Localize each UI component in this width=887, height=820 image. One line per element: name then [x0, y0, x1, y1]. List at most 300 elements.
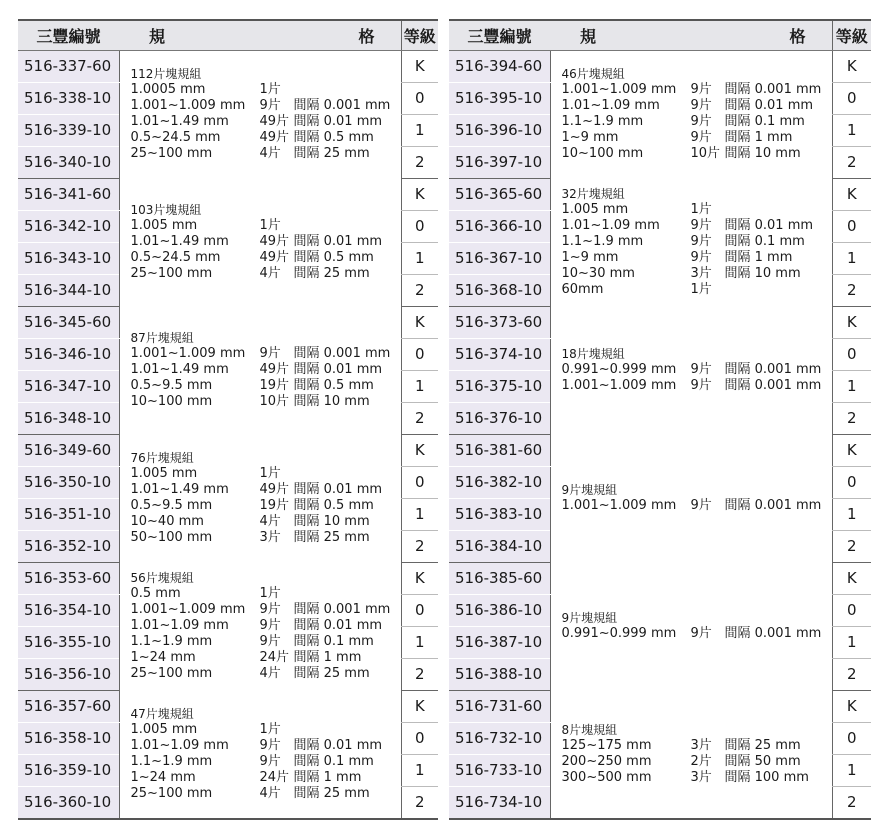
table-row — [449, 306, 871, 338]
product-code: 516-385-60 — [449, 562, 550, 594]
spec-cell — [550, 562, 832, 690]
set-title: 46片塊規組 — [561, 67, 625, 82]
grade: 1 — [401, 498, 438, 530]
header-spec — [550, 20, 832, 50]
size-range: 1.01~1.49 mm — [130, 482, 229, 497]
piece-count: 9片 — [690, 130, 712, 146]
product-code: 516-343-10 — [18, 242, 119, 274]
product-code: 516-365-60 — [449, 178, 550, 210]
grade: 2 — [401, 274, 438, 306]
grade: K — [832, 178, 871, 210]
spec-cell — [119, 434, 401, 562]
size-range: 1.001~1.009 mm — [561, 82, 677, 98]
set-title: 112片塊規組 — [130, 67, 202, 82]
piece-count: 3片 — [690, 737, 712, 753]
piece-count: 1片 — [259, 721, 281, 737]
spec-line — [131, 530, 401, 546]
product-code: 516-387-10 — [449, 626, 550, 658]
size-range: 1.001~1.009 mm — [130, 346, 246, 361]
interval: 間隔 0.001 mm — [293, 346, 391, 361]
product-code: 516-367-10 — [449, 242, 550, 274]
grade: 0 — [401, 722, 438, 754]
spec-line — [131, 754, 401, 770]
size-range: 1~9 mm — [561, 130, 619, 146]
interval: 間隔 0.5 mm — [293, 378, 374, 393]
grade: 1 — [832, 370, 871, 402]
product-code: 516-734-10 — [449, 786, 550, 819]
piece-count: 10片 — [259, 394, 290, 409]
spec-line — [131, 218, 401, 234]
piece-count: 3片 — [690, 266, 712, 281]
product-code: 516-341-60 — [18, 178, 119, 210]
grade: 1 — [832, 626, 871, 658]
spec-cell — [119, 562, 401, 690]
size-range: 1.005 mm — [561, 202, 629, 217]
piece-count: 4片 — [259, 666, 281, 681]
spec-line — [562, 234, 832, 250]
spec-cell — [119, 178, 401, 306]
size-range: 50~100 mm — [130, 530, 213, 545]
grade: K — [832, 562, 871, 594]
grade: 0 — [832, 82, 871, 114]
piece-count: 9片 — [259, 634, 281, 649]
grade: K — [401, 178, 438, 210]
product-code: 516-356-10 — [18, 658, 119, 690]
size-range: 1.01~1.49 mm — [130, 362, 229, 377]
spec-line — [562, 498, 832, 514]
size-range: 1.01~1.49 mm — [130, 114, 229, 130]
grade: 2 — [832, 530, 871, 562]
interval: 間隔 0.5 mm — [293, 250, 374, 265]
interval: 間隔 25 mm — [293, 530, 370, 545]
spec-line — [562, 738, 832, 754]
product-code: 516-732-10 — [449, 722, 550, 754]
interval: 間隔 25 mm — [293, 146, 370, 162]
header-spec-left: 規 — [149, 26, 166, 46]
grade: 0 — [401, 82, 438, 114]
spec-line — [562, 130, 832, 146]
spec-line — [562, 282, 832, 298]
size-range: 1.005 mm — [130, 721, 198, 737]
interval: 間隔 0.001 mm — [724, 626, 822, 641]
product-code: 516-384-10 — [449, 530, 550, 562]
interval: 間隔 0.01 mm — [293, 618, 383, 633]
size-range: 1.01~1.09 mm — [561, 98, 660, 114]
product-code: 516-358-10 — [18, 722, 119, 754]
spec-cell — [550, 50, 832, 178]
product-code: 516-357-60 — [18, 690, 119, 722]
interval: 間隔 10 mm — [293, 514, 370, 529]
table-header — [449, 20, 871, 50]
piece-count: 10片 — [690, 146, 721, 162]
grade: 0 — [832, 210, 871, 242]
spec-line — [131, 346, 401, 362]
interval: 間隔 0.01 mm — [293, 362, 383, 377]
interval: 間隔 1 mm — [724, 250, 793, 265]
interval: 間隔 0.01 mm — [293, 234, 383, 249]
grade: 2 — [401, 658, 438, 690]
product-code: 516-396-10 — [449, 114, 550, 146]
header-grade: 等級 — [832, 20, 871, 50]
table-row — [18, 50, 438, 82]
grade: 0 — [401, 594, 438, 626]
product-code: 516-350-10 — [18, 466, 119, 498]
piece-count: 49片 — [259, 482, 290, 497]
piece-count: 1片 — [690, 202, 712, 217]
size-range: 200~250 mm — [561, 753, 652, 769]
table-row — [18, 306, 438, 338]
spec-cell — [119, 690, 401, 819]
spec-line — [562, 146, 832, 162]
interval: 間隔 0.01 mm — [293, 114, 383, 130]
spec-line — [131, 130, 401, 146]
grade: 2 — [832, 274, 871, 306]
size-range: 25~100 mm — [130, 785, 213, 801]
grade: 2 — [401, 786, 438, 819]
piece-count: 9片 — [690, 114, 712, 130]
interval: 間隔 25 mm — [293, 266, 370, 281]
size-range: 1.01~1.09 mm — [130, 737, 229, 753]
piece-count: 4片 — [259, 266, 281, 281]
gauge-block-table-right — [449, 19, 871, 820]
grade: 2 — [832, 146, 871, 178]
interval: 間隔 50 mm — [724, 753, 801, 769]
product-code: 516-359-10 — [18, 754, 119, 786]
grade: K — [401, 434, 438, 466]
interval: 間隔 0.001 mm — [724, 378, 822, 393]
table-row — [449, 562, 871, 594]
size-range: 300~500 mm — [561, 769, 652, 785]
spec-line — [131, 666, 401, 682]
set-title: 47片塊規組 — [130, 706, 194, 721]
table-row — [449, 50, 871, 82]
piece-count: 4片 — [259, 146, 281, 162]
table-header — [18, 20, 438, 50]
piece-count: 9片 — [259, 737, 281, 753]
spec-cell — [550, 434, 832, 562]
size-range: 0.5~9.5 mm — [130, 498, 213, 513]
interval: 間隔 25 mm — [293, 666, 370, 681]
grade: K — [832, 306, 871, 338]
spec-line — [562, 770, 832, 786]
size-range: 1~24 mm — [130, 769, 196, 785]
product-code: 516-731-60 — [449, 690, 550, 722]
product-code: 516-374-10 — [449, 338, 550, 370]
spec-line — [562, 362, 832, 378]
product-code: 516-342-10 — [18, 210, 119, 242]
interval: 間隔 0.01 mm — [293, 482, 383, 497]
piece-count: 49片 — [259, 234, 290, 249]
grade: K — [401, 562, 438, 594]
set-title: 18片塊規組 — [561, 347, 625, 361]
grade: K — [832, 690, 871, 722]
product-code: 516-347-10 — [18, 370, 119, 402]
spec-line — [562, 114, 832, 130]
size-range: 10~40 mm — [130, 514, 204, 529]
size-range: 10~30 mm — [561, 266, 635, 281]
interval: 間隔 1 mm — [724, 130, 793, 146]
grade: 2 — [401, 530, 438, 562]
grade: 1 — [401, 114, 438, 146]
spec-line — [562, 266, 832, 282]
product-code: 516-395-10 — [449, 82, 550, 114]
grade: 2 — [401, 146, 438, 178]
grade: 1 — [832, 114, 871, 146]
piece-count: 9片 — [690, 498, 712, 513]
piece-count: 19片 — [259, 378, 290, 393]
header-grade: 等級 — [401, 20, 438, 50]
piece-count: 9片 — [259, 618, 281, 633]
table-row — [449, 434, 871, 466]
spec-cell — [119, 50, 401, 178]
product-code: 516-388-10 — [449, 658, 550, 690]
set-title: 9片塊規組 — [561, 611, 618, 625]
size-range: 0.5 mm — [130, 586, 181, 601]
product-code: 516-337-60 — [18, 50, 119, 82]
size-range: 1.1~1.9 mm — [561, 234, 644, 249]
spec-line — [131, 378, 401, 394]
spec-line — [562, 378, 832, 394]
size-range: 1.001~1.009 mm — [561, 498, 677, 513]
interval: 間隔 0.001 mm — [293, 98, 391, 114]
grade: 1 — [832, 242, 871, 274]
grade: 1 — [401, 626, 438, 658]
piece-count: 9片 — [259, 753, 281, 769]
header-spec-left: 規 — [580, 26, 597, 46]
piece-count: 49片 — [259, 114, 290, 130]
spec-line — [131, 514, 401, 530]
product-code: 516-352-10 — [18, 530, 119, 562]
piece-count: 9片 — [259, 602, 281, 617]
product-code: 516-351-10 — [18, 498, 119, 530]
spec-line — [131, 266, 401, 282]
size-range: 1~24 mm — [130, 650, 196, 665]
piece-count: 9片 — [690, 82, 712, 98]
grade: 1 — [401, 370, 438, 402]
spec-line — [131, 362, 401, 378]
piece-count: 9片 — [690, 626, 712, 641]
spec-line — [131, 498, 401, 514]
piece-count: 1片 — [259, 82, 281, 98]
spec-line — [131, 786, 401, 802]
size-range: 1.001~1.009 mm — [130, 602, 246, 617]
grade: 0 — [832, 594, 871, 626]
product-code: 516-348-10 — [18, 402, 119, 434]
piece-count: 1片 — [259, 218, 281, 233]
size-range: 1.001~1.009 mm — [130, 98, 246, 114]
piece-count: 9片 — [690, 218, 712, 233]
grade: 1 — [401, 754, 438, 786]
interval: 間隔 0.01 mm — [724, 98, 814, 114]
product-code: 516-366-10 — [449, 210, 550, 242]
piece-count: 9片 — [259, 346, 281, 361]
size-range: 1.01~1.49 mm — [130, 234, 229, 249]
table-row — [18, 562, 438, 594]
spec-line — [131, 650, 401, 666]
interval: 間隔 100 mm — [724, 769, 809, 785]
interval: 間隔 10 mm — [724, 266, 801, 281]
product-code: 516-397-10 — [449, 146, 550, 178]
piece-count: 4片 — [259, 514, 281, 529]
header-spec-right: 格 — [789, 26, 806, 46]
piece-count: 19片 — [259, 498, 290, 513]
interval: 間隔 0.001 mm — [293, 602, 391, 617]
grade: 0 — [832, 338, 871, 370]
size-range: 0.5~24.5 mm — [130, 130, 221, 146]
spec-line — [562, 218, 832, 234]
header-spec-right: 格 — [358, 26, 375, 46]
spec-line — [131, 466, 401, 482]
spec-line — [131, 114, 401, 130]
spec-line — [131, 722, 401, 738]
size-range: 60mm — [561, 282, 604, 297]
interval: 間隔 1 mm — [293, 769, 362, 785]
piece-count: 4片 — [259, 785, 281, 801]
size-range: 1.005 mm — [130, 466, 198, 481]
set-title: 56片塊規組 — [130, 571, 194, 585]
spec-cell — [119, 306, 401, 434]
spec-line — [131, 482, 401, 498]
interval: 間隔 0.5 mm — [293, 498, 374, 513]
spec-line — [131, 738, 401, 754]
spec-line — [131, 234, 401, 250]
size-range: 25~100 mm — [130, 146, 213, 162]
product-code: 516-386-10 — [449, 594, 550, 626]
piece-count: 3片 — [690, 769, 712, 785]
grade: 1 — [401, 242, 438, 274]
product-code: 516-340-10 — [18, 146, 119, 178]
size-range: 1.001~1.009 mm — [561, 378, 677, 393]
interval: 間隔 10 mm — [724, 146, 801, 162]
interval: 間隔 0.1 mm — [293, 753, 374, 769]
piece-count: 1片 — [259, 466, 281, 481]
size-range: 0.991~0.999 mm — [561, 362, 677, 377]
table-row — [449, 178, 871, 210]
piece-count: 49片 — [259, 250, 290, 265]
table-row — [18, 434, 438, 466]
piece-count: 1片 — [690, 282, 712, 297]
spec-line — [131, 98, 401, 114]
size-range: 0.5~9.5 mm — [130, 378, 213, 393]
piece-count: 49片 — [259, 130, 290, 146]
grade: K — [832, 434, 871, 466]
interval: 間隔 0.1 mm — [724, 114, 805, 130]
piece-count: 9片 — [690, 234, 712, 249]
spec-cell — [550, 178, 832, 306]
spec-line — [562, 626, 832, 642]
size-range: 1.1~1.9 mm — [130, 634, 213, 649]
spec-line — [131, 602, 401, 618]
interval: 間隔 25 mm — [293, 785, 370, 801]
gauge-block-table-left — [18, 19, 438, 820]
size-range: 1.1~1.9 mm — [561, 114, 644, 130]
product-code: 516-381-60 — [449, 434, 550, 466]
product-code: 516-733-10 — [449, 754, 550, 786]
size-range: 125~175 mm — [561, 737, 652, 753]
interval: 間隔 0.001 mm — [724, 498, 822, 513]
spec-line — [131, 634, 401, 650]
grade: 0 — [401, 210, 438, 242]
size-range: 10~100 mm — [561, 146, 644, 162]
size-range: 1.01~1.09 mm — [561, 218, 660, 233]
spec-line — [131, 618, 401, 634]
product-code: 516-344-10 — [18, 274, 119, 306]
product-code: 516-368-10 — [449, 274, 550, 306]
table-row — [449, 690, 871, 722]
size-range: 1.01~1.09 mm — [130, 618, 229, 633]
size-range: 25~100 mm — [130, 666, 213, 681]
piece-count: 2片 — [690, 753, 712, 769]
table-row — [18, 178, 438, 210]
product-code: 516-375-10 — [449, 370, 550, 402]
size-range: 10~100 mm — [130, 394, 213, 409]
spec-cell — [550, 306, 832, 434]
header-code: 三豐編號 — [18, 20, 119, 50]
product-code: 516-346-10 — [18, 338, 119, 370]
set-title: 9片塊規組 — [561, 483, 618, 497]
interval: 間隔 0.001 mm — [724, 362, 822, 377]
piece-count: 24片 — [259, 650, 290, 665]
spec-line — [562, 98, 832, 114]
grade: K — [401, 690, 438, 722]
spec-line — [562, 82, 832, 98]
piece-count: 9片 — [690, 362, 712, 377]
product-code: 516-338-10 — [18, 82, 119, 114]
product-code: 516-360-10 — [18, 786, 119, 819]
size-range: 1.005 mm — [130, 218, 198, 233]
product-code: 516-383-10 — [449, 498, 550, 530]
piece-count: 1片 — [259, 586, 281, 601]
grade: 2 — [401, 402, 438, 434]
header-spec — [119, 20, 401, 50]
spec-line — [131, 146, 401, 162]
product-code: 516-354-10 — [18, 594, 119, 626]
spec-line — [131, 394, 401, 410]
grade: 0 — [401, 338, 438, 370]
piece-count: 24片 — [259, 769, 290, 785]
piece-count: 9片 — [259, 98, 281, 114]
spec-line — [131, 250, 401, 266]
size-range: 0.5~24.5 mm — [130, 250, 221, 265]
grade: K — [401, 306, 438, 338]
grade: 2 — [832, 658, 871, 690]
header-code: 三豐編號 — [449, 20, 550, 50]
interval: 間隔 0.1 mm — [293, 634, 374, 649]
interval: 間隔 0.01 mm — [724, 218, 814, 233]
product-code: 516-353-60 — [18, 562, 119, 594]
grade: 2 — [832, 786, 871, 819]
spec-line — [131, 586, 401, 602]
set-title: 8片塊規組 — [561, 722, 618, 737]
interval: 間隔 0.1 mm — [724, 234, 805, 249]
interval: 間隔 1 mm — [293, 650, 362, 665]
spec-cell — [550, 690, 832, 819]
grade: 0 — [401, 466, 438, 498]
grade: 2 — [832, 402, 871, 434]
piece-count: 3片 — [259, 530, 281, 545]
spec-line — [131, 82, 401, 98]
piece-count: 9片 — [690, 98, 712, 114]
product-code: 516-394-60 — [449, 50, 550, 82]
interval: 間隔 0.01 mm — [293, 737, 383, 753]
product-code: 516-373-60 — [449, 306, 550, 338]
grade: K — [832, 50, 871, 82]
size-range: 0.991~0.999 mm — [561, 626, 677, 641]
table-row — [18, 690, 438, 722]
piece-count: 9片 — [690, 378, 712, 393]
spec-line — [562, 250, 832, 266]
grade: 0 — [832, 722, 871, 754]
